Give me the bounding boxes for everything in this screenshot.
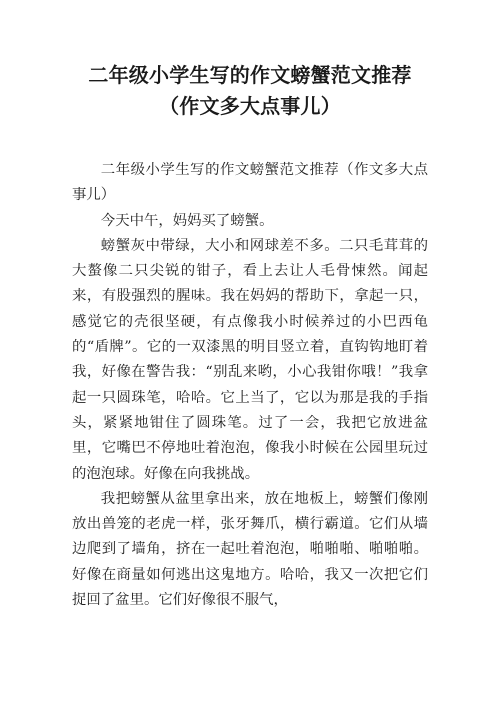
document-body: [72, 158, 428, 613]
paragraph-2: 今天中午，妈妈买了螃蟹。: [100, 212, 274, 229]
document-title-line-2: （作文多大点事儿）: [159, 94, 341, 118]
paragraph-3: 螃蟹灰中带绿，大小和网球差不多。二只毛茸茸的大螯像二只尖锐的钳子，看上去让人毛骨悚然。闻起来，有股强烈的腥味。我在妈妈的帮助下，拿起一只，感觉它的壳很坚硬，有点像我小时候养过的小巴西龟的“盾牌”。它的一双漆黑的明目竖立着，直钩钩地盯着我，好像在警告我：“别乱来哟，小心我钳你哦！”我拿起一只圆珠笔，哈哈。它上当了，它以为那是我的手指头，紧紧地钳住了圆珠笔。过了一会，我把它放进盆里，它嘴巴不停地吐着泡泡，像我小时候在公园里玩过的泡泡球。好像在向我挑战。: [72, 237, 428, 482]
document-title-line-1: 二年级小学生写的作文螃蟹范文推荐: [88, 63, 412, 87]
paragraph-4: 我把螃蟹从盆里拿出来，放在地板上，螃蟹们像刚放出兽笼的老虎一样，张牙舞爪，横行霸道。它们从墙边爬到了墙角，挤在一起吐着泡泡，啪啪啪、啪啪啪。好像在商量如何逃出这鬼地方。哈哈，我又一次把它们捉回了盆里。它们好像很不服气，: [72, 490, 428, 609]
paragraph-1: 二年级小学生写的作文螃蟹范文推荐（作文多大点事儿）: [72, 162, 428, 204]
document-title: [72, 0, 428, 122]
